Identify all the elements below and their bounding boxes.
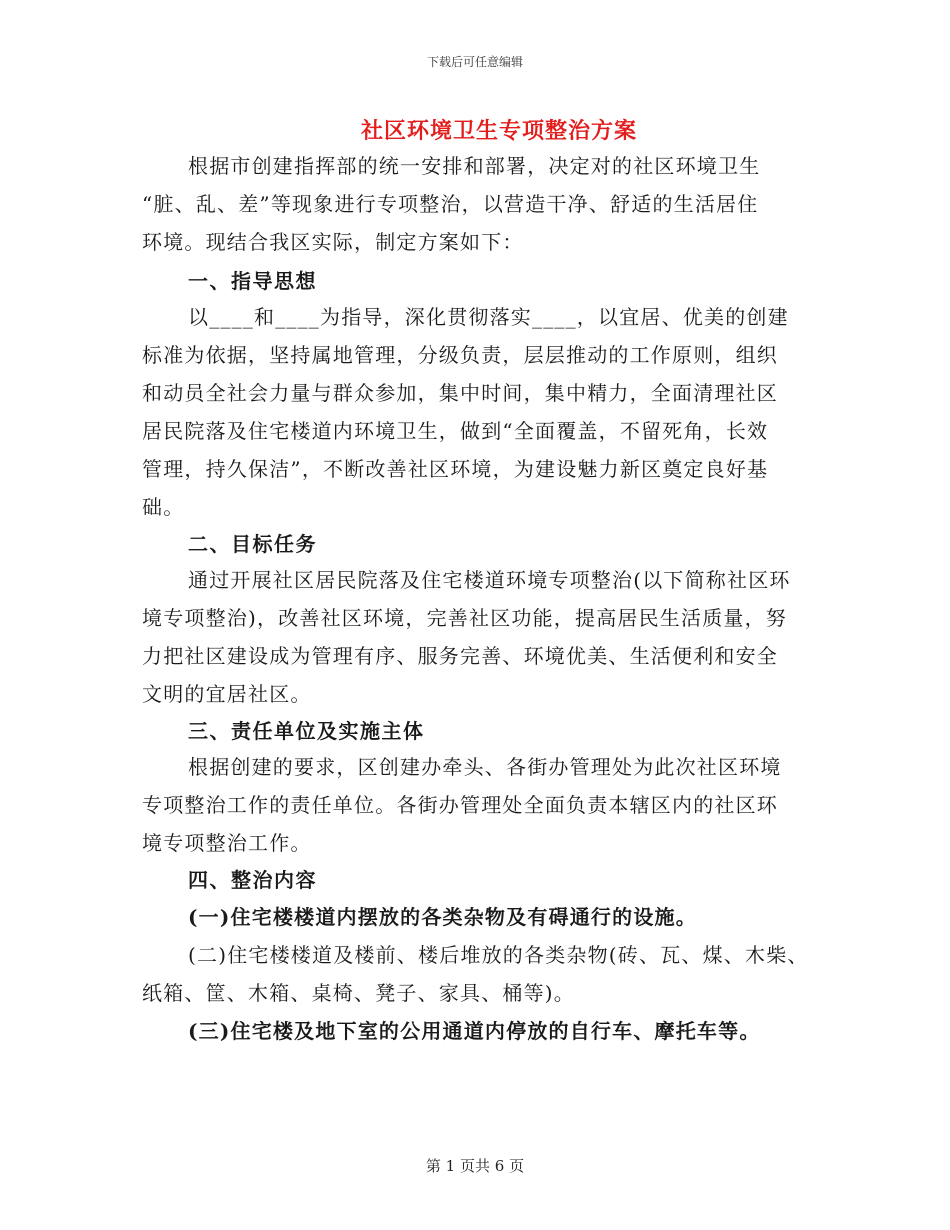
section2-line-3: 力把社区建设成为管理有序、服务完善、环境优美、生活便利和安全 [142,644,778,668]
document-title: 社区环境卫生专项整治方案 [360,118,637,144]
section4-item-2-line-2: 纸箱、筐、木箱、桌椅、凳子、家具、桶等)。 [142,981,576,1005]
section-heading-1: 一、指导思想 [188,269,317,293]
section4-item-1: (一)住宅楼楼道内摆放的各类杂物及有碍通行的设施。 [188,905,697,929]
section1-line-3: 和动员全社会力量与群众参加，集中时间，集中精力，全面清理社区 [142,381,778,405]
header-note: 下载后可任意编辑 [426,55,523,69]
section1-line-1: 以____和____为指导，深化贯彻落实____，以宜居、优美的创建 [188,305,789,329]
intro-line-2: “脏、乱、差”等现象进行专项整治，以营造干净、舒适的生活居住 [142,192,759,216]
intro-line-1: 根据市创建指挥部的统一安排和部署，决定对的社区环境卫生 [188,154,761,178]
section1-line-5: 管理，持久保洁”，不断改善社区环境，为建设魅力新区奠定良好基 [142,457,769,481]
section-heading-4: 四、整治内容 [188,868,317,892]
section3-line-3: 境专项整治工作。 [142,831,312,855]
section-heading-3: 三、责任单位及实施主体 [188,719,425,743]
section2-line-1: 通过开展社区居民院落及住宅楼道环境专项整治(以下简称社区环 [188,568,791,592]
intro-line-3: 环境。现结合我区实际，制定方案如下： [142,230,524,254]
section1-line-4: 居民院落及住宅楼道内环境卫生，做到“全面覆盖，不留死角，长效 [142,419,769,443]
section4-item-3: (三)住宅楼及地下室的公用通道内停放的自行车、摩托车等。 [188,1019,761,1043]
section3-line-1: 根据创建的要求，区创建办牵头、各街办管理处为此次社区环境 [188,755,782,779]
section-heading-2: 二、目标任务 [188,532,317,556]
section1-line-6: 础。 [142,495,185,519]
section1-line-2: 标准为依据，坚持属地管理，分级负责，层层推动的工作原则，组织 [142,343,778,367]
section4-item-2-line-1: (二)住宅楼楼道及楼前、楼后堆放的各类杂物(砖、瓦、煤、木柴、 [188,943,809,967]
page-footer: 第 1 页共 6 页 [425,1157,525,1175]
section2-line-2: 境专项整治)，改善社区环境，完善社区功能，提高居民生活质量，努 [142,606,788,630]
section3-line-2: 专项整治工作的责任单位。各街办管理处全面负责本辖区内的社区环 [142,793,778,817]
section2-line-4: 文明的宜居社区。 [142,682,312,706]
